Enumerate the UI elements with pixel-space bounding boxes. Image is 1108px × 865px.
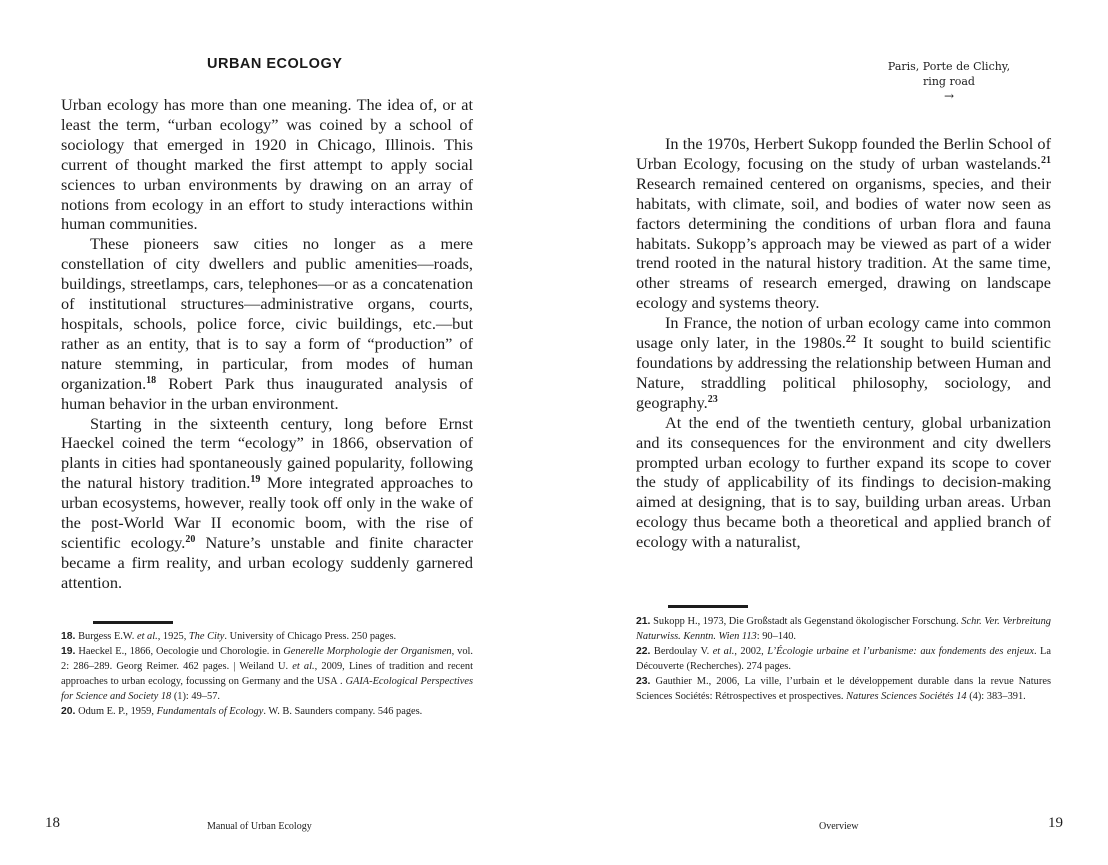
running-footer: Overview xyxy=(819,821,859,832)
page-number: 19 xyxy=(1048,815,1063,831)
footnote: 20. Odum E. P., 1959, Fundamentals of Ecology. W. B. Saunders company. 546 pages. xyxy=(61,706,423,718)
paragraph: At the end of the twentieth century, global urbanization and its consequences for the environment and city dwellers prompted urban ecology to further expand its scope to cover the study of applicability of its findings to decision-making aimed at designing, that is to say, building urban areas. Urban ecology thus became both a theoretical and applied branch of ecology with a naturalist, xyxy=(636,412,1051,552)
right-page xyxy=(554,0,1108,865)
page-number: 18 xyxy=(45,815,60,831)
running-footer: Manual of Urban Ecology xyxy=(207,821,312,832)
arrow-right-icon: → xyxy=(943,89,955,103)
paragraph: These pioneers saw cities no longer as a mere constellation of city dwellers and public amenities—roads, buildings, streetlamps, cars, telephones—or as a concatenation of institutional structures—administrative organs, courts, hospitals, schools, police force, civic buildings, etc.—but rather as an entity, that is to say a form of “production” of nature stemming, in particular, from modes of human organization.$^{18}$ Robert Park thus inaugurated analysis of human behavior in the urban environment. xyxy=(61,234,473,413)
footnote-ref[interactable]: 23 xyxy=(707,393,718,405)
footnote: 23. Gauthier M., 2006, La ville, l’urbain et le développement durable dans la revue Natures Sciences Sociétés: Rétrospectives et prospectives. Natures Sciences Sociétés 14 (4): 383–391. xyxy=(636,676,1051,703)
footnote-divider xyxy=(93,621,173,624)
footnote: 18. Burgess E.W. et al., 1925, The City. University of Chicago Press. 250 pages. xyxy=(61,631,397,642)
left-footnotes xyxy=(61,629,473,720)
footnote-divider xyxy=(668,605,748,608)
caption-line: ring road xyxy=(923,75,975,88)
paragraph: In France, the notion of urban ecology came into common usage only later, in the 1980s.$^{22}$ It sought to build scientific foundations by addressing the relationship between Human and Nature, straddling political philosophy, sociology, and geography.$^{23}$ xyxy=(636,313,1051,412)
footnote-ref[interactable]: 18 xyxy=(146,374,157,386)
left-body-text xyxy=(61,95,473,593)
image-caption xyxy=(879,59,1019,103)
chapter-title: URBAN ECOLOGY xyxy=(207,56,343,72)
footnote: 22. Berdoulay V. et al., 2002, L’Écologie urbaine et l’urbanisme: aux fondements des enjeux. La Découverte (Recherches). 274 pages. xyxy=(636,646,1051,673)
footnote-ref[interactable]: 20 xyxy=(185,533,196,545)
footnote-ref[interactable]: 21 xyxy=(1041,154,1051,166)
paragraph: In the 1970s, Herbert Sukopp founded the Berlin School of Urban Ecology, focusing on the study of urban wastelands.$^{21}$ Research remained centered on organisms, species, and their habitats, with climate, soil, and bodies of water now seen as factors determining the conditions of urban flora and fauna habitats. Sukopp’s approach may be viewed as part of a wider trend rooted in the natural history tradition. At the same time, other streams of research emerged, drawing on landscape ecology and systems theory. xyxy=(636,134,1051,313)
footnote-ref[interactable]: 19 xyxy=(250,474,261,486)
paragraph: Starting in the sixteenth century, long before Ernst Haeckel coined the term “ecology” in 1866, observation of plants in cities had spontaneously gained popularity, following the natural history tradition.$^{19}$ More integrated approaches to urban ecosystems, however, really took off only in the wake of the post-World War II economic boom, with the rise of scientific ecology.$^{20}$ Nature’s unstable and finite character became a firm reality, and urban ecology suddenly garnered attention. xyxy=(61,413,474,592)
footnote-ref[interactable]: 22 xyxy=(845,334,856,346)
right-body-text xyxy=(636,134,1051,552)
caption-line: Paris, Porte de Clichy, xyxy=(887,60,1011,73)
footnote: 19. Haeckel E., 1866, Oecologie und Chorologie. in Generelle Morphologie der Organismen, vol. 2: 286–289. Georg Reimer. 462 pages. | Weiland U. et al., 2009, Lines of tradition and recent approaches to urban ecology, focussing on Germany and the USA . GAIA-Ecological Perspectives for Science and Society 18 (1): 49–57. xyxy=(61,646,474,703)
paragraph: Urban ecology has more than one meaning. The idea of, or at least the term, “urban ecology” was coined by a school of sociology that emerged in 1920 in Chicago, Illinois. This current of thought marked the first attempt to apply social sciences to urban environments by drawing on an array of notions from ecology in an effort to study interactions within human communities. xyxy=(61,95,473,234)
footnote: 21. Sukopp H., 1973, Die Großstadt als Gegenstand ökologischer Forschung. Schr. Ver. Verbreitung Naturwiss. Kenntn. Wien 113: 90–140. xyxy=(636,616,1051,643)
right-footnotes xyxy=(636,614,1051,705)
